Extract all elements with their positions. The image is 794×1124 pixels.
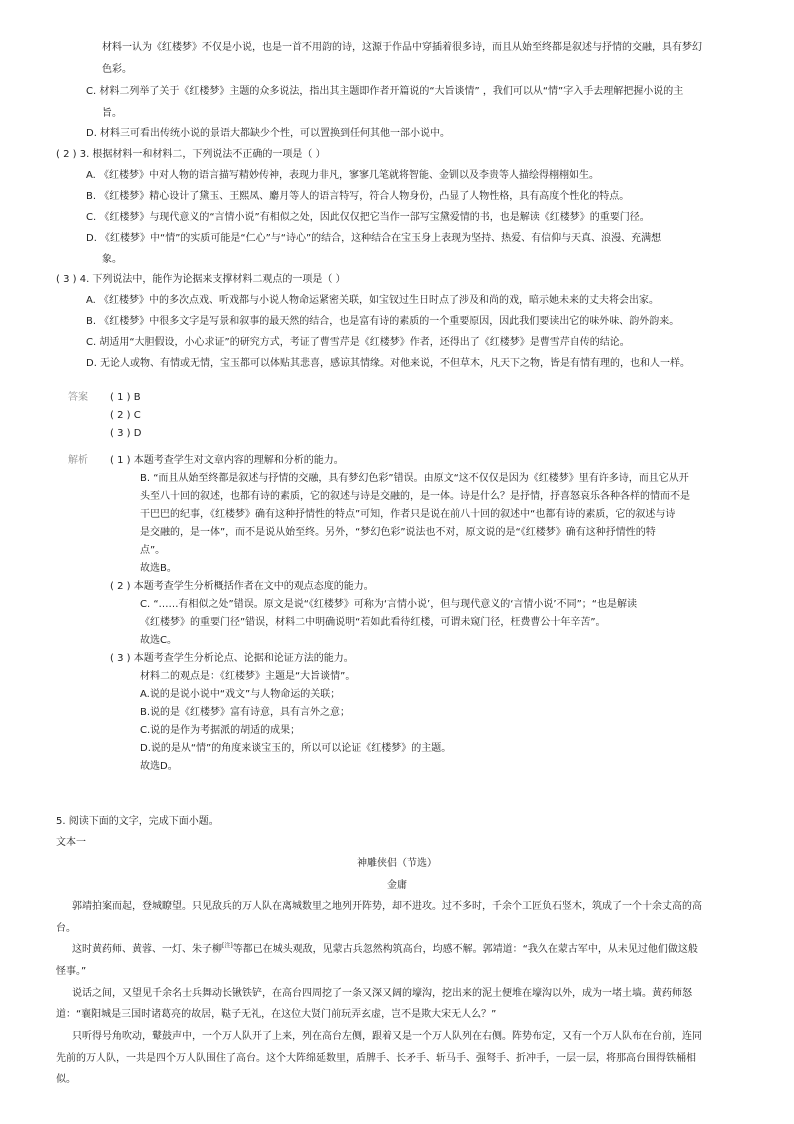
q1-option-a-cont-2: 色彩。: [102, 64, 132, 75]
passage-text: 等都已在城头观敌，见蒙古兵忽然构筑高台，均感不解。郭靖道：“我久在蒙古军中，从未见过他们做这般: [232, 944, 698, 955]
analysis-part1-line: 点”。: [140, 545, 166, 556]
passage-paragraph: [72, 943, 698, 957]
analysis-part3-line: B.说的是《红楼梦》富有诗意，具有言外之意；: [140, 707, 351, 718]
q2-option-b: B. 《红楼梦》精心设计了黛玉、王熙凤、麝月等人的语言特写，符合人物身份，凸显了人物性格，具有高度个性化的特点。: [86, 191, 630, 202]
answer-line: ( 2 ) C: [110, 410, 141, 421]
analysis-part1-line: 是交融的，是一体”，而不是说从始至终。另外，“梦幻色彩”说法也不对，原文说的是“《红楼梦》确有这种抒情性的特: [140, 527, 656, 538]
q2-option-a: A. 《红楼梦》中对人物的语言描写精妙传神，表现力非凡，寥寥几笔就将智能、金钏以及李贵等人描绘得栩栩如生。: [86, 170, 600, 181]
text-label: 文本一: [56, 837, 86, 848]
analysis-part3-head: ( 3 ) 本题考查学生分析论点、论据和论证方法的能力。: [110, 653, 354, 664]
answer-line: ( 1 ) B: [110, 392, 141, 403]
answer-line: ( 3 ) D: [110, 428, 142, 439]
answer-label: 答案: [68, 392, 88, 403]
analysis-part1-line: 头至八十回的叙述，也都有诗的素质，它的叙述与诗是交融的，是一体。诗是什么？是抒情，抒喜怒哀乐各种各样的情而不是: [140, 491, 690, 502]
passage-paragraph-cont: 台。: [56, 923, 76, 934]
q1-option-c: C. 材料二列举了关于《红楼梦》主题的众多说法，指出其主题即作者开篇说的“大旨谈情” ，我们可以从“情”字入手去理解把握小说的主: [86, 86, 684, 97]
q2-stem: ( 2 ) 3. 根据材料一和材料二，下列说法不正确的一项是（ ）: [56, 149, 326, 160]
q3-option-a: A. 《红楼梦》中的多次点戏、听戏都与小说人物命运紧密关联，如宝钗过生日时点了涉及和尚的戏，暗示她未来的丈夫将会出家。: [86, 295, 660, 306]
passage-paragraph-cont: 先前的万人队，一共是四个万人队围住了高台。这个大阵绵延数里，盾牌手、长矛手、斩马手、强弩手、折冲手，一层一层，将那高台围得铁桶相: [56, 1053, 696, 1064]
analysis-part1-conclusion: 故选B。: [140, 563, 177, 574]
q3-stem: ( 3 ) 4. 下列说法中，能作为论据来支撑材料二观点的一项是（ ）: [56, 274, 346, 285]
analysis-part3-line: D.说的是从“情”的角度来谈宝玉的，所以可以论证《红楼梦》的主题。: [140, 743, 452, 754]
q3-option-b: B. 《红楼梦》中很多文字是写景和叙事的最天然的结合，也是富有诗的素质的一个重要原因，因此我们要读出它的味外味、韵外韵来。: [86, 316, 680, 327]
analysis-part2-conclusion: 故选C。: [140, 635, 177, 646]
passage-title: 神雕侠侣（节选）: [357, 858, 437, 869]
passage-paragraph-cont: 似。: [56, 1074, 76, 1085]
q3-option-d: D. 无论人或物、有情或无情，宝玉都可以体贴其悲喜，感谅其情缘。对他来说，不但草木，凡天下之物，皆是有情有理的，也和人一样。: [86, 358, 691, 369]
q3-option-c: C. 胡适用“大胆假设，小心求证”的研究方式，考证了曹雪芹是《红楼梦》作者，还得出了《红楼梦》是曹雪芹自传的结论。: [86, 337, 630, 348]
passage-text: 这时黄药师、黄蓉、一灯、朱子柳: [72, 944, 222, 955]
analysis-part2-line: C. “……有相似之处”错误。原文是说“《红楼梦》可称为‘言情小说’，但与现代意义的‘言情小说’不同”；“也是解读: [140, 599, 637, 610]
q1-option-d: D. 材料三可看出传统小说的景语大都缺少个性，可以置换到任何其他一部小说中。: [86, 128, 451, 139]
q2-option-d: D. 《红楼梦》中“情”的实质可能是“仁心”与“诗心”的结合，这种结合在宝玉身上表现为坚持、热爱、有信仰与天真、浪漫、充满想: [86, 233, 662, 244]
footnote-marker[interactable]: [注]: [222, 942, 233, 950]
passage-paragraph: 说话之间，又望见千余名士兵舞动长锹铁铲，在高台四周挖了一条又深又阔的壕沟，挖出来的泥土便堆在壕沟以外，成为一堵土墙。黄药师怒: [72, 988, 692, 999]
analysis-part2-head: ( 2 ) 本题考查学生分析概括作者在文中的观点态度的能力。: [110, 581, 374, 592]
q2-option-d-cont: 象。: [102, 254, 122, 265]
passage-paragraph: 郭靖拍案而起，登城瞭望。只见敌兵的万人队在离城数里之地列开阵势，却不进攻。过不多时，千余个工匠负石竖木，筑成了一个十余丈高的高: [72, 901, 702, 912]
analysis-part2-line: 《红楼梦》的重要门径”错误，材料二中明确说明“若如此看待红楼，可谓未窥门径，枉费曹公十年辛苦”。: [140, 617, 606, 628]
analysis-part1-head: ( 1 ) 本题考查学生对文章内容的理解和分析的能力。: [110, 455, 344, 466]
analysis-part1-line: 干巴巴的纪事，《红楼梦》确有这种抒情性的特点”可知，作者只是说在前八十回的叙述中“也都有诗的素质，它的叙述与诗: [140, 509, 676, 520]
q1-option-c-cont: 旨。: [102, 108, 122, 119]
analysis-label: 解析: [68, 455, 88, 466]
analysis-part1-line: B. “而且从始至终都是叙述与抒情的交融，具有梦幻色彩”错误。由原文“这不仅仅是因为《红楼梦》里有许多诗，而且它从开: [140, 473, 689, 484]
q1-option-a-cont: 材料一认为《红楼梦》不仅是小说，也是一首不用韵的诗，这源于作品中穿插着很多诗，而且从始至终都是叙述与抒情的交融，具有梦幻: [102, 42, 702, 53]
analysis-part3-line: 材料二的观点是：《红楼梦》主题是“大旨谈情”。: [140, 671, 356, 682]
analysis-part3-line: C.说的是作为考据派的胡适的成果；: [140, 725, 301, 736]
passage-author: 金庸: [387, 880, 407, 891]
passage-paragraph: 只听得号角吹动，鼙鼓声中，一个万人队开了上来，列在高台左侧，跟着又是一个万人队列在右侧。阵势布定，又有一个万人队布在台前，连同: [72, 1031, 702, 1042]
passage-paragraph-cont: 怪事。”: [56, 966, 87, 977]
q2-option-c: C. 《红楼梦》与现代意义的“言情小说”有相似之处，因此仅仅把它当作一部写宝黛爱情的书，也是解读《红楼梦》的重要门径。: [86, 212, 650, 223]
q5-stem: 5. 阅读下面的文字，完成下面小题。: [56, 816, 219, 827]
passage-paragraph-cont: 道：“襄阳城是三国时诸葛亮的故居，鞑子无礼，在这位大贤门前玩弄玄虚，岂不是欺大宋无人么？”: [56, 1009, 497, 1020]
analysis-part3-line: A.说的是说小说中“戏文”与人物命运的关联；: [140, 689, 341, 700]
analysis-part3-conclusion: 故选D。: [140, 761, 178, 772]
